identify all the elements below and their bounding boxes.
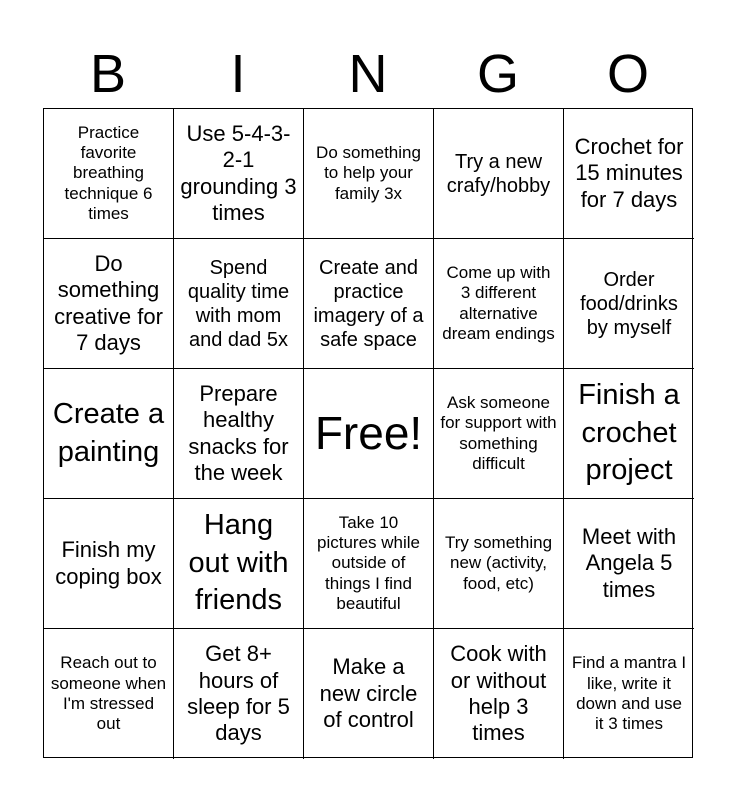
bingo-cell[interactable]: Finish a crochet project bbox=[564, 369, 694, 499]
free-space[interactable]: Free! bbox=[304, 369, 434, 499]
bingo-cell[interactable]: Create and practice imagery of a safe space bbox=[304, 239, 434, 369]
bingo-cell[interactable]: Try something new (activity, food, etc) bbox=[434, 499, 564, 629]
bingo-cell[interactable]: Practice favorite breathing technique 6 times bbox=[44, 109, 174, 239]
bingo-cell[interactable]: Meet with Angela 5 times bbox=[564, 499, 694, 629]
bingo-cell[interactable]: Hang out with friends bbox=[174, 499, 304, 629]
header-letter-i: I bbox=[230, 44, 246, 104]
header-letter-g: G bbox=[476, 44, 519, 104]
header-letter-o: O bbox=[606, 44, 649, 104]
bingo-cell[interactable]: Crochet for 15 minutes for 7 days bbox=[564, 109, 694, 239]
bingo-cell[interactable]: Try a new crafy/hobby bbox=[434, 109, 564, 239]
bingo-header bbox=[43, 40, 693, 108]
bingo-cell[interactable]: Find a mantra I like, write it down and use it 3 times bbox=[571, 653, 687, 734]
bingo-cell[interactable]: Do something creative for 7 days bbox=[44, 239, 174, 369]
bingo-cell[interactable]: Create a painting bbox=[44, 369, 174, 499]
bingo-cell[interactable]: Make a new circle of control bbox=[304, 629, 434, 759]
bingo-cell[interactable]: Order food/drinks by myself bbox=[564, 239, 694, 369]
bingo-grid bbox=[43, 108, 693, 758]
bingo-cell[interactable]: Take 10 pictures while outside of things I find beautiful bbox=[304, 499, 434, 629]
bingo-cell[interactable]: Finish my coping box bbox=[44, 499, 174, 629]
bingo-cell[interactable]: Use 5-4-3-2-1 grounding 3 times bbox=[174, 109, 304, 239]
bingo-cell[interactable]: Prepare healthy snacks for the week bbox=[174, 369, 304, 499]
header-letter-b: B bbox=[89, 44, 127, 104]
bingo-cell[interactable]: Do something to help your family 3x bbox=[304, 109, 434, 239]
bingo-cell[interactable]: Come up with 3 different alternative dream endings bbox=[434, 239, 564, 369]
bingo-cell[interactable]: Reach out to someone when I'm stressed out bbox=[44, 629, 174, 759]
header-letter-n: N bbox=[348, 44, 388, 104]
bingo-cell[interactable]: Ask someone for support with something difficult bbox=[434, 369, 564, 499]
bingo-cell[interactable]: Spend quality time with mom and dad 5x bbox=[174, 239, 304, 369]
bingo-cell[interactable]: Get 8+ hours of sleep for 5 days bbox=[174, 629, 304, 759]
bingo-cell[interactable]: Cook with or without help 3 times bbox=[434, 629, 564, 759]
